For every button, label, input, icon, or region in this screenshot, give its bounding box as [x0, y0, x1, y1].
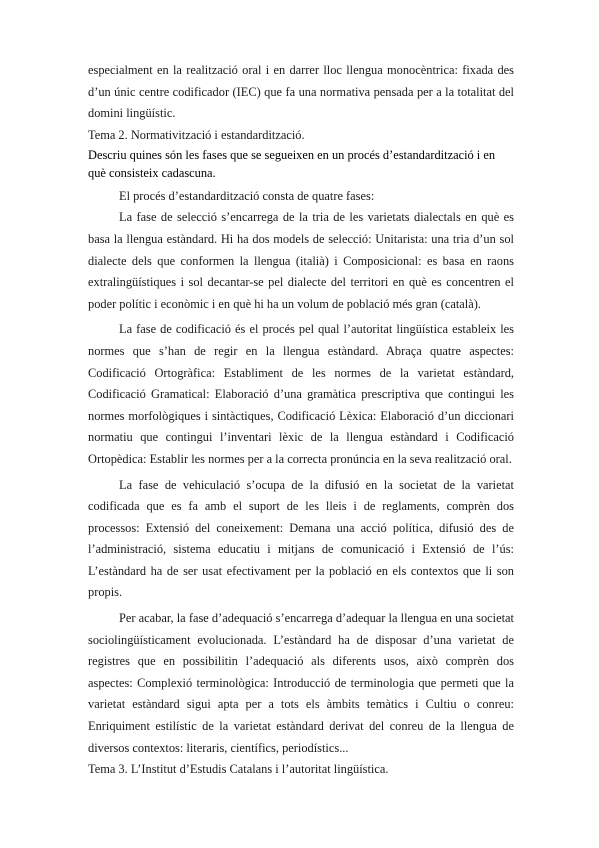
selection-phase-paragraph: La fase de selecció s’encarrega de la tria de les varietats dialectals en què es basa la llengua estàndard. Hi ha dos models de selecció: Unitarista: una tria d’un sol dialecte dels que conformen la llengua (italià) i Composicional: es basa en raons extralingüístiques i sol decantar-se pel dialecte del territori en què es concentren el poder polític i econòmic i en què hi ha un volum de població més gran (català).: [88, 210, 514, 311]
section-3-title: Tema 3. L’Institut d’Estudis Catalans i l’autoritat lingüística.: [88, 762, 389, 777]
adequation-phase-paragraph: Per acabar, la fase d’adequació s’encarrega d’adequar la llengua en una societat sociolingüísticament evolucionada. L’estàndard ha de disposar d’una varietat de registres que en possibilitin l’adequació als diferents usos, això comprèn dos aspectes: Complexió terminològica: Introducció de terminologia que permeti que la varietat estàndard sigui apta per a tots els àmbits temàtics i Cultiu o conreu: Enriquiment estilístic de la varietat estàndard derivat del conreu de la llengua de diversos contextos: literaris, científics, periodístics...: [88, 611, 514, 755]
section-2-title: Tema 2. Normativització i estandardització.: [88, 127, 305, 142]
document-page: [88, 60, 514, 780]
vehiculation-phase-paragraph: La fase de vehiculació s’ocupa de la difusió en la societat de la varietat codificada que es fa amb el suport de les lleis i de reglaments, comprèn dos processos: Extensió del coneixement: Demana una acció política, difusió des de l’administració, sistema educatiu i mitjans de comunicació i Extensió de l’ús: L’estàndard ha de ser usat efectivament per la població en els contextos que li son propis.: [88, 477, 514, 600]
codification-phase-paragraph: La fase de codificació és el procés pel qual l’autoritat lingüística estableix les normes que s’han de regir en la llengua estàndard. Abraça quatre aspectes: Codificació Ortogràfica: Establiment de les normes de la varietat estàndard, Codificació Gramatical: Elaboració d’una gramàtica prescriptiva que contingui les normes morfològiques i sintàctiques, Codificació Lèxica: Elaboració d’un diccionari normatiu que contingui l’inventari lèxic de la llengua estàndard i Codificació Ortopèdica: Establir les normes per a la correcta pronúncia en la seva realització oral.: [88, 322, 514, 466]
overview-paragraph: El procés d’estandardització consta de quatre fases:: [119, 188, 375, 203]
section-2-question: Descriu quines són les fases que se segueixen en un procés d’estandardització i en què consisteix cadascuna.: [88, 147, 496, 180]
intro-paragraph: especialment en la realització oral i en darrer lloc llengua monocèntrica: fixada des d’un únic centre codificador (IEC) que fa una normativa pensada per a la totalitat del domini lingüístic.: [88, 63, 514, 121]
